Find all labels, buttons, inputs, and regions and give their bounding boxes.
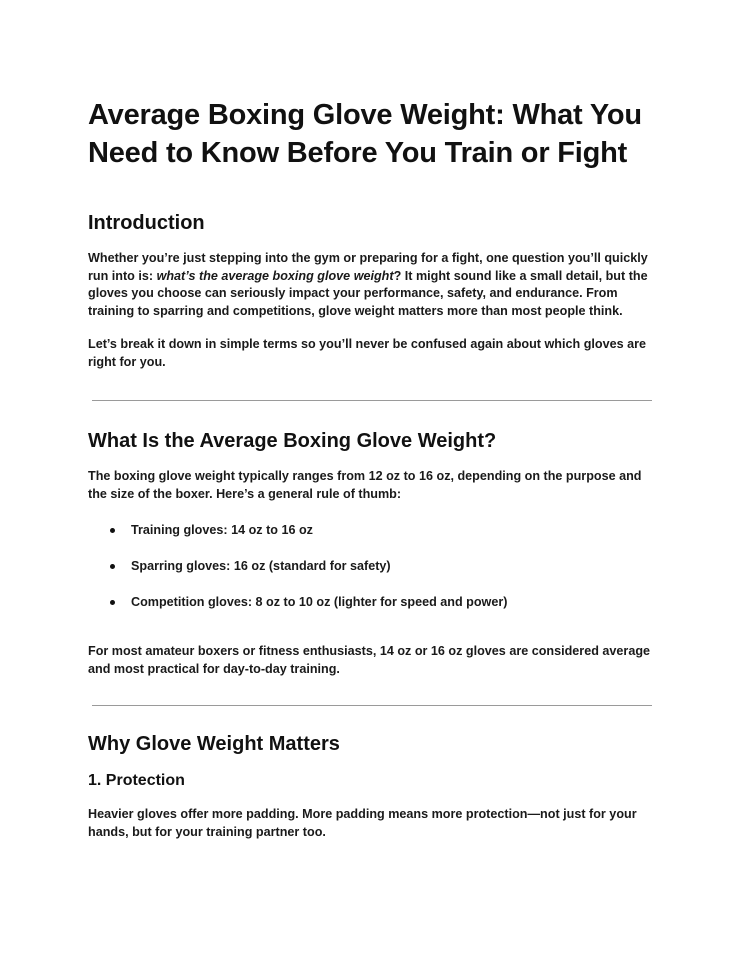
intro-text-end: ? It might sound like a small detail, but the gloves you choose can seriously impact your performance, safety, and endurance. From training to sparring and competitions, glove weight matters more than most people think. (88, 268, 648, 318)
average-paragraph: The boxing glove weight typically ranges from 12 oz to 16 oz, depending on the purpose and the size of the boxer. Here’s a general rule of thumb: (88, 469, 642, 501)
intro-paragraph (88, 250, 653, 320)
section-heading-average-weight: What Is the Average Boxing Glove Weight? (88, 430, 497, 452)
list-item-text: Training gloves: 14 oz to 16 oz (131, 523, 313, 537)
bullet-icon (110, 528, 115, 533)
page-title: Average Boxing Glove Weight: What You Need to Know Before You Train or Fight (88, 99, 642, 169)
section-heading-why-matters: Why Glove Weight Matters (88, 733, 340, 755)
list-item-text: Competition gloves: 8 oz to 10 oz (lighter for speed and power) (131, 595, 508, 609)
intro-paragraph-2: Let’s break it down in simple terms so you’ll never be confused again about which gloves are right for you. (88, 337, 646, 369)
list-item (88, 558, 653, 575)
list-item (88, 594, 653, 611)
protection-paragraph: Heavier gloves offer more padding. More padding means more protection—not just for your hands, but for your training partner too. (88, 807, 637, 839)
intro-emphasis: what’s the average boxing glove weight (156, 268, 394, 283)
glove-weight-list (88, 522, 653, 611)
subheading-protection: 1. Protection (88, 772, 185, 789)
list-item (88, 522, 653, 539)
list-item-text: Sparring gloves: 16 oz (standard for safety) (131, 559, 391, 573)
section-divider (92, 705, 652, 706)
document-content (88, 96, 653, 841)
section-divider (92, 400, 652, 401)
section-heading-introduction: Introduction (88, 212, 205, 234)
bullet-icon (110, 564, 115, 569)
average-summary-paragraph: For most amateur boxers or fitness enthusiasts, 14 oz or 16 oz gloves are considered average and most practical for day-to-day training. (88, 644, 651, 676)
bullet-icon (110, 600, 115, 605)
intro-text-start: Whether you’re just stepping into the gym or preparing for a fight, one question you’ll quickly run into is: (88, 251, 648, 283)
